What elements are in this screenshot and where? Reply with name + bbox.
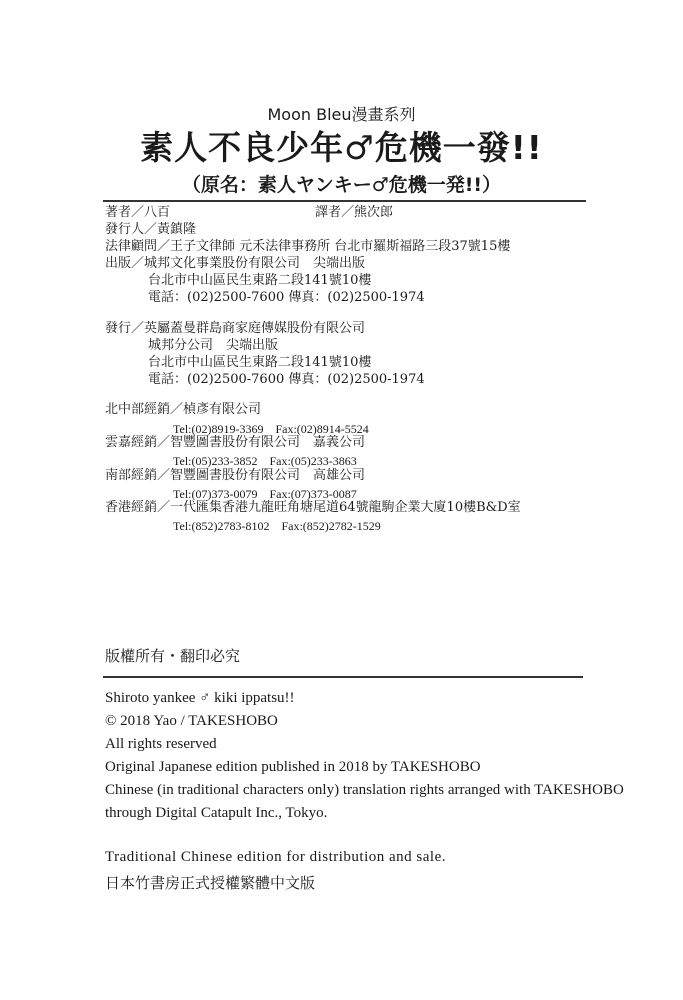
book-title: 素人不良少年♂危機一發!! [140, 128, 543, 167]
distributor-phone: 電話：(02)2500-7600 傳真：(02)2500-1974 [148, 372, 425, 387]
divider [103, 676, 583, 678]
distributor-branch: 城邦分公司 尖端出版 [148, 338, 279, 353]
translator: 譯者／熊次郎 [315, 205, 394, 220]
publisher-address: 台北市中山區民生東路二段141號10樓 [148, 273, 372, 288]
original-edition: Original Japanese edition published in 2018 by TAKESHOBO [105, 759, 481, 775]
distributor: 發行／英屬蓋曼群島商家庭傳媒股份有限公司 [105, 321, 366, 336]
dealer-contact: Tel:(02)8919-3369 Fax:(02)8914-5524 [173, 422, 369, 436]
dealer-contact: Tel:(07)373-0079 Fax:(07)373-0087 [173, 487, 357, 501]
english-title: Shiroto yankee ♂ kiki ippatsu!! [105, 690, 295, 706]
original-title: （原名：素人ヤンキー♂危機一発!!） [181, 174, 502, 196]
divider [103, 200, 586, 202]
rights-reserved: All rights reserved [105, 736, 217, 752]
translation-rights: Chinese (in traditional characters only) translation rights arranged with TAKESHOBO [105, 782, 624, 798]
publisher: 出版／城邦文化事業股份有限公司 尖端出版 [105, 256, 366, 271]
publisher-phone: 電話：(02)2500-7600 傳真：(02)2500-1974 [148, 290, 425, 305]
publisher-person: 發行人／黃鎮隆 [105, 222, 197, 237]
edition-note-chinese: 日本竹書房正式授權繁體中文版 [105, 874, 316, 892]
legal-advisor: 法律顧問／王子文律師 元禾法律事務所 台北市羅斯福路三段37號15樓 [105, 239, 511, 254]
dealer-contact: Tel:(05)233-3852 Fax:(05)233-3863 [173, 454, 357, 468]
distributor-address: 台北市中山區民生東路二段141號10樓 [148, 355, 372, 370]
dealer-name: 南部經銷／智豐圖書股份有限公司 高雄公司 [105, 468, 366, 483]
author: 著者／八百 [105, 205, 171, 220]
dealer-contact: Tel:(852)2783-8102 Fax:(852)2782-1529 [173, 519, 381, 533]
dealer-name: 北中部經銷／楨彥有限公司 [105, 402, 262, 417]
dealer-name: 雲嘉經銷／智豐圖書股份有限公司 嘉義公司 [105, 435, 366, 450]
copyright-notice: 版權所有・翻印必究 [105, 647, 241, 665]
translation-agent: through Digital Catapult Inc., Tokyo. [105, 805, 328, 821]
edition-note: Traditional Chinese edition for distribution and sale. [105, 849, 446, 865]
series-name: Moon Bleu漫畫系列 [267, 105, 416, 124]
english-copyright: © 2018 Yao / TAKESHOBO [105, 713, 278, 729]
dealer-name: 香港經銷／一代匯集香港九龍旺角塘尾道64號龍駒企業大廈10樓B&D室 [105, 500, 521, 515]
